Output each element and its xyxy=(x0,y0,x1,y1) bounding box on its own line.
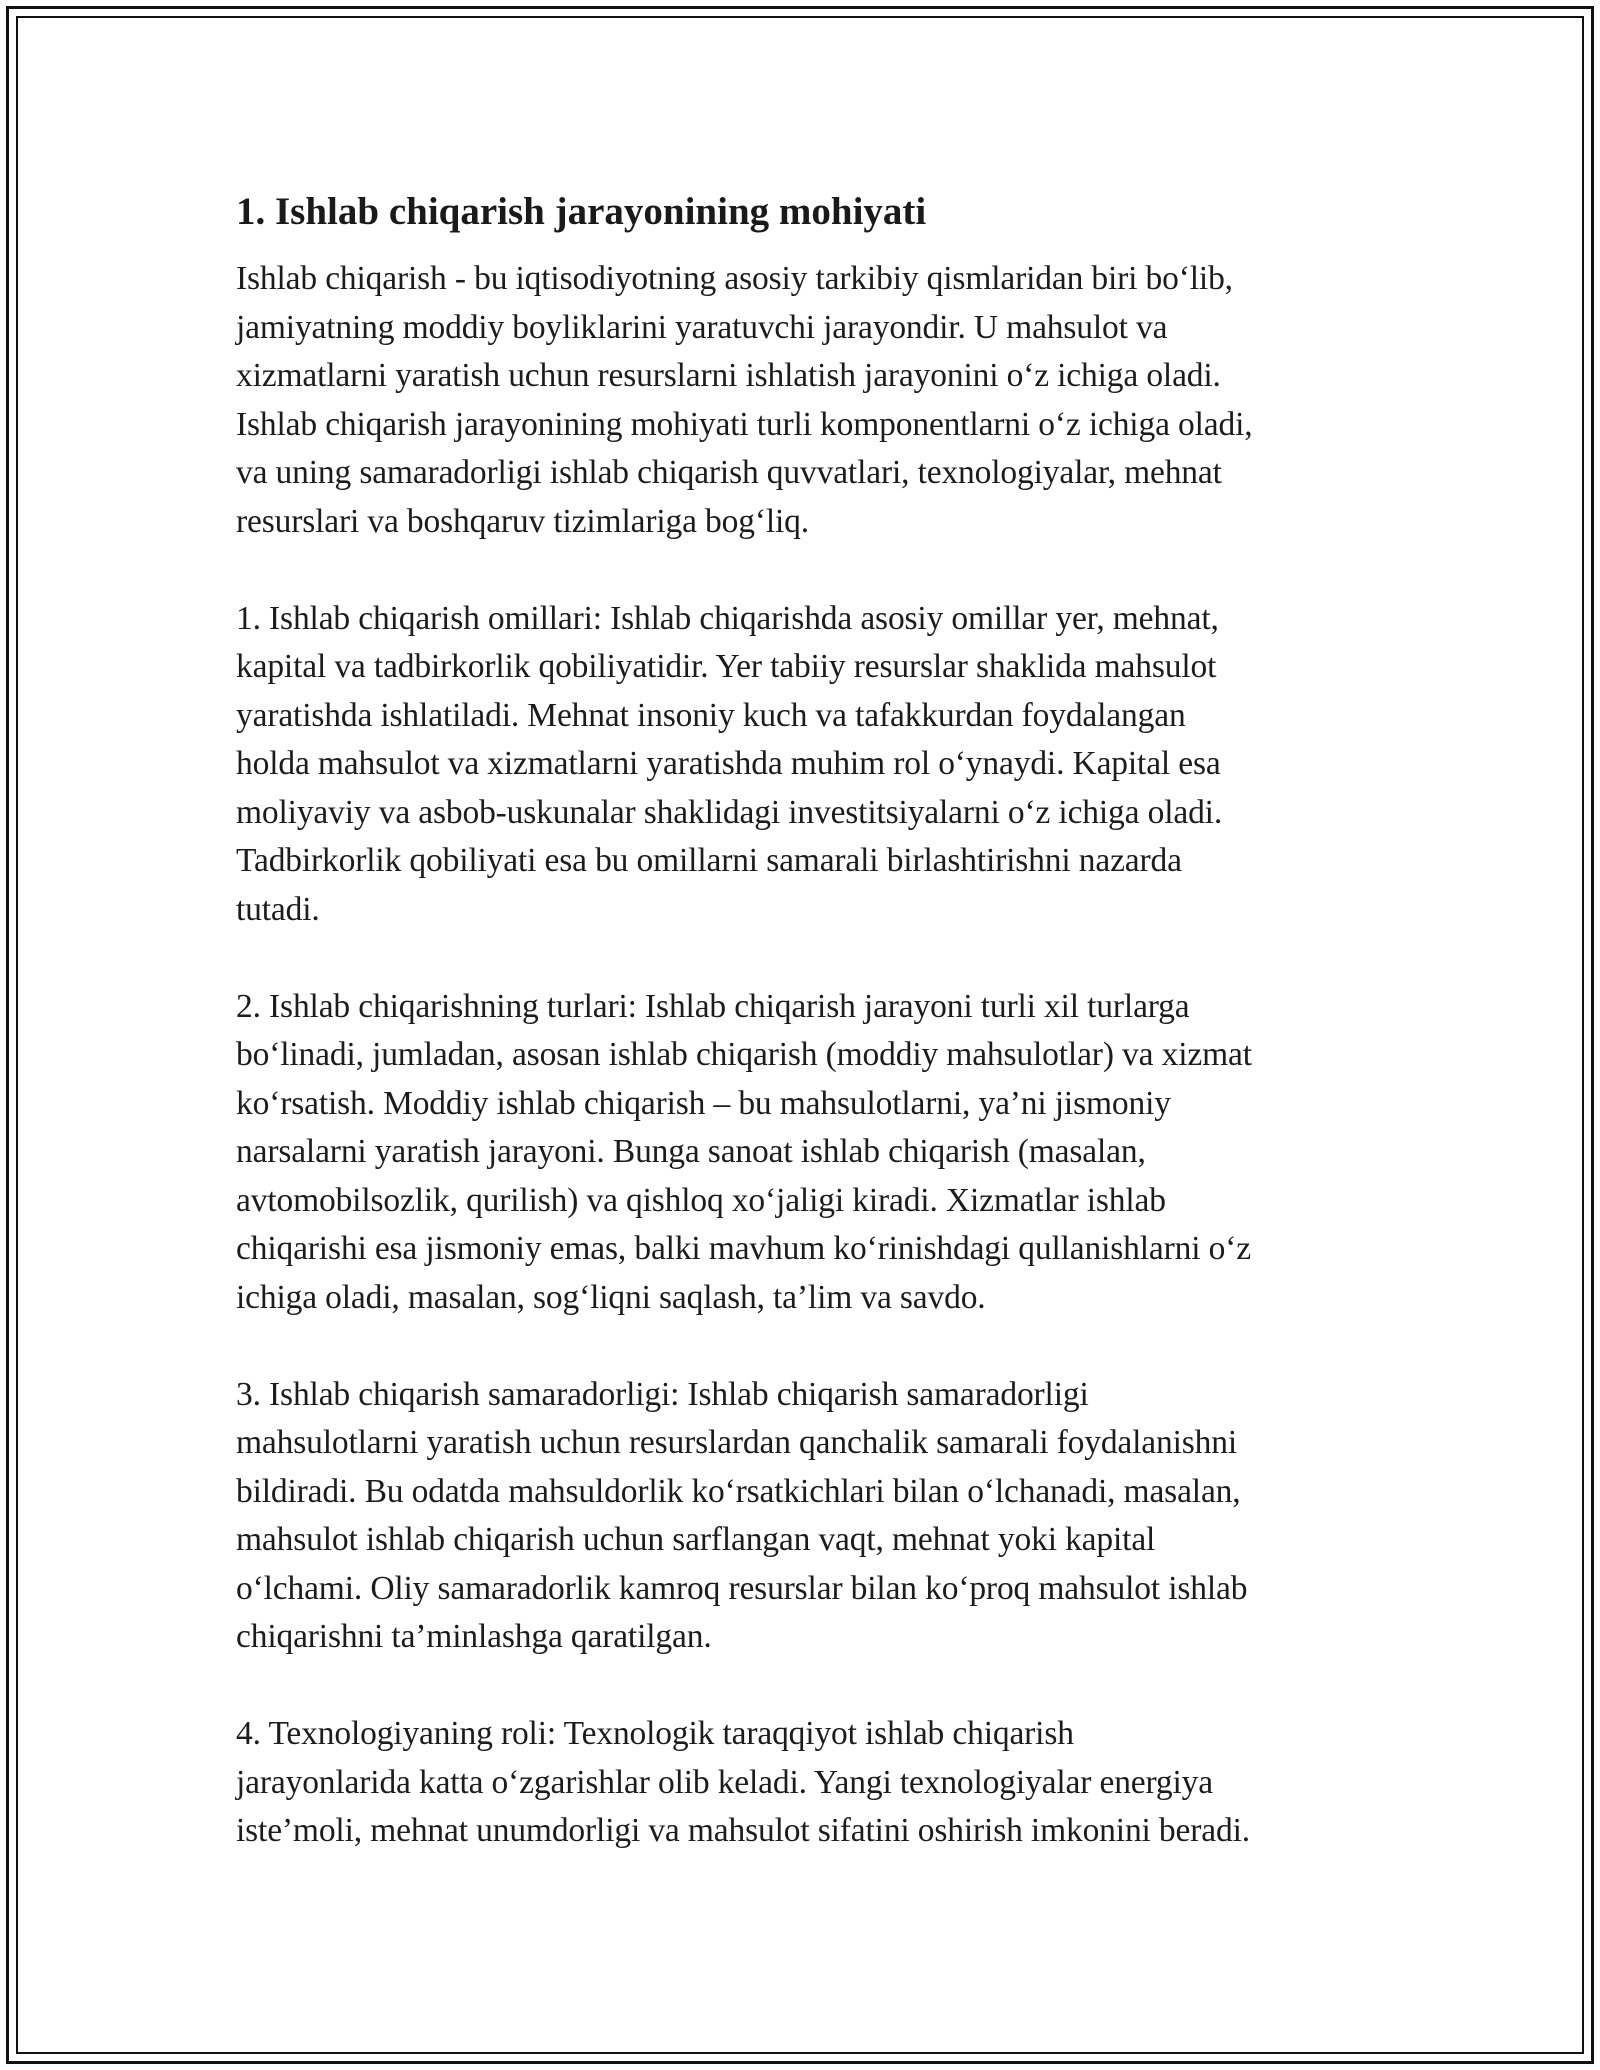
text-line: 2. Ishlab chiqarishning turlari: Ishlab chiqarish jarayoni turli xil turlarga xyxy=(236,987,1190,1025)
text-line: ichiga oladi, masalan, sog‘liqni saqlash, ta’lim va savdo. xyxy=(236,1278,986,1316)
text-line: xizmatlarni yaratish uchun resurslarni ishlatish jarayonini o‘z ichiga oladi. xyxy=(236,357,1221,394)
text-line: bo‘linadi, jumladan, asosan ishlab chiqarish (moddiy mahsulotlar) va xizmat xyxy=(236,1036,1252,1073)
text-line: mahsulot ishlab chiqarish uchun sarflangan vaqt, mehnat yoki kapital xyxy=(236,1521,1156,1558)
text-line: narsalarni yaratish jarayoni. Bunga sanoat ishlab chiqarish (masalan, xyxy=(236,1133,1146,1170)
text-line: resurslari va boshqaruv tizimlariga bog‘liq. xyxy=(236,502,809,540)
text-line: 4. Texnologiyaning roli: Texnologik taraqqiyot ishlab chiqarish xyxy=(236,1715,1074,1752)
text-line: 3. Ishlab chiqarish samaradorligi: Ishlab chiqarish samaradorligi xyxy=(236,1375,1089,1413)
text-line: Ishlab chiqarish jarayonining mohiyati turli komponentlarni o‘z ichiga oladi, xyxy=(236,405,1253,443)
text-line: holda mahsulot va xizmatlarni yaratishda muhim rol o‘ynaydi. Kapital esa xyxy=(236,745,1221,782)
text-line: iste’moli, mehnat unumdorligi va mahsulot sifatini oshirish imkonini beradi. xyxy=(236,1812,1250,1849)
section-technology-role xyxy=(236,1710,1386,1856)
text-line: jamiyatning moddiy boyliklarini yaratuvchi jarayondir. U mahsulot va xyxy=(236,308,1168,346)
text-line: tutadi. xyxy=(236,890,320,928)
section-production-efficiency xyxy=(236,1371,1386,1662)
document-body xyxy=(236,186,1386,1856)
text-line: moliyaviy va asbob-uskunalar shaklidagi investitsiyalarni o‘z ichiga oladi. xyxy=(236,793,1223,831)
text-line: chiqarishni ta’minlashga qaratilgan. xyxy=(236,1618,712,1655)
page-title: 1. Ishlab chiqarish jarayonining mohiyati xyxy=(236,190,927,233)
text-line: bildiradi. Bu odatda mahsuldorlik ko‘rsatkichlari bilan o‘lchanadi, masalan, xyxy=(236,1472,1241,1510)
intro-paragraph xyxy=(236,255,1386,546)
text-line: kapital va tadbirkorlik qobiliyatidir. Yer tabiiy resurslar shaklida mahsulot xyxy=(236,648,1217,685)
text-line: mahsulotlarni yaratish uchun resurslardan qanchalik samarali foydalanishni xyxy=(236,1424,1238,1461)
text-line: 1. Ishlab chiqarish omillari: Ishlab chiqarishda asosiy omillar yer, mehnat, xyxy=(236,599,1219,637)
section-production-factors xyxy=(236,595,1386,935)
text-line: va uning samaradorligi ishlab chiqarish quvvatlari, texnologiyalar, mehnat xyxy=(236,454,1222,491)
section-production-types xyxy=(236,983,1386,1323)
text-line: ko‘rsatish. Moddiy ishlab chiqarish – bu mahsulotlarni, ya’ni jismoniy xyxy=(236,1084,1171,1122)
text-line: avtomobilsozlik, qurilish) va qishloq xo‘jaligi kiradi. Xizmatlar ishlab xyxy=(236,1181,1166,1219)
text-line: Ishlab chiqarish - bu iqtisodiyotning asosiy tarkibiy qismlaridan biri bo‘lib, xyxy=(236,260,1233,297)
text-line: chiqarishi esa jismoniy emas, balki mavhum ko‘rinishdagi qullanishlarni o‘z xyxy=(236,1230,1251,1267)
text-line: Tadbirkorlik qobiliyati esa bu omillarni samarali birlashtirishni nazarda xyxy=(236,842,1182,879)
text-line: yaratishda ishlatiladi. Mehnat insoniy kuch va tafakkurdan foydalangan xyxy=(236,696,1186,734)
text-line: o‘lchami. Oliy samaradorlik kamroq resurslar bilan ko‘proq mahsulot ishlab xyxy=(236,1569,1248,1607)
text-line: jarayonlarida katta o‘zgarishlar olib keladi. Yangi texnologiyalar energiya xyxy=(236,1763,1213,1801)
